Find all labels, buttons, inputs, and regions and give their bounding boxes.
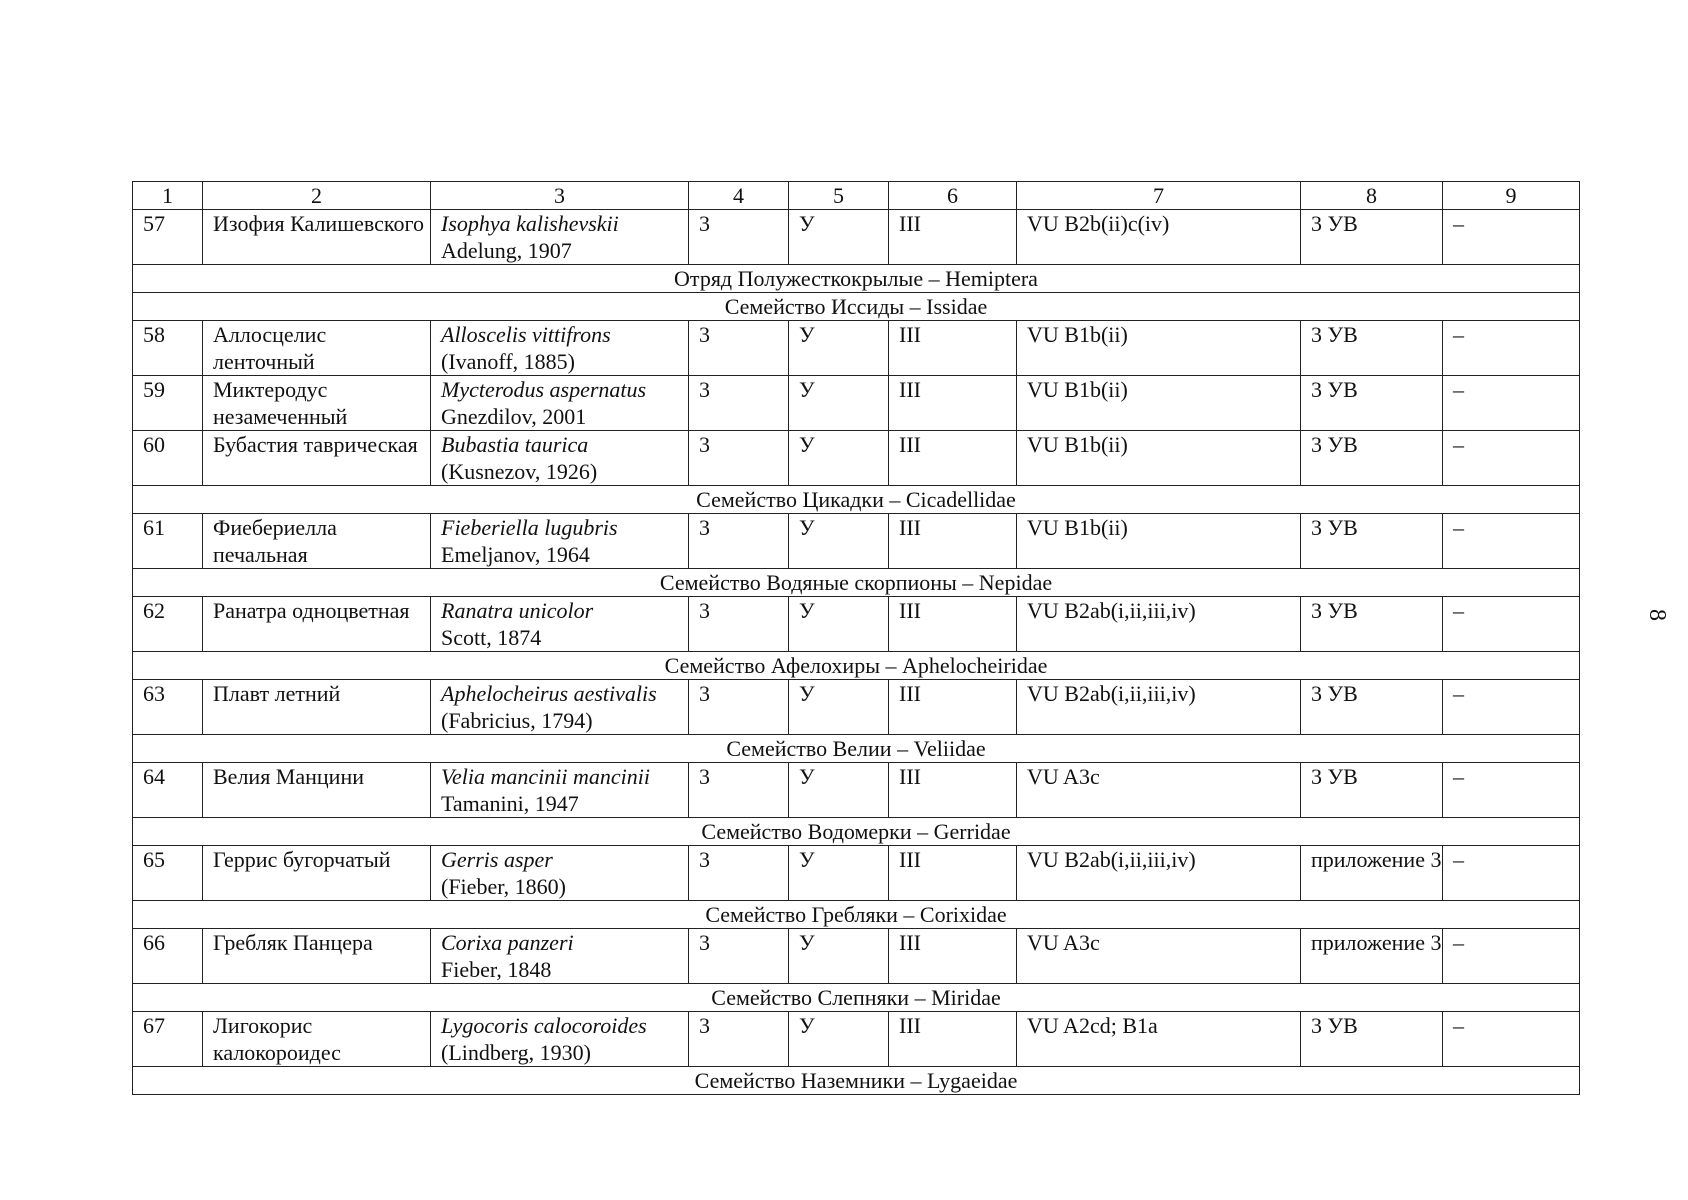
author-citation: Gnezdilov, 2001 xyxy=(441,404,587,429)
note-cell: – xyxy=(1443,929,1580,984)
latin-name: Gerris asper xyxy=(441,847,553,872)
category-cell: 3 xyxy=(689,929,789,984)
russian-name-cell: Геррис бугорчатый xyxy=(203,846,431,901)
priority-cell: III xyxy=(889,376,1017,431)
regional-status-cell: 3 УВ xyxy=(1301,321,1443,376)
section-heading: Семейство Водяные скорпионы – Nepidae xyxy=(133,569,1580,597)
row-number-cell: 58 xyxy=(133,321,203,376)
column-header: 5 xyxy=(789,182,889,210)
scientific-name-cell xyxy=(431,210,689,265)
scientific-name-cell xyxy=(431,514,689,569)
priority-cell: III xyxy=(889,929,1017,984)
latin-name: Alloscelis vittifrons xyxy=(441,322,611,347)
author-citation: (Kusnezov, 1926) xyxy=(441,459,598,484)
section-heading: Семейство Наземники – Lygaeidae xyxy=(133,1067,1580,1095)
section-heading: Семейство Афелохиры – Aphelocheiridae xyxy=(133,652,1580,680)
author-citation: (Lindberg, 1930) xyxy=(441,1040,591,1065)
latin-name: Corixa panzeri xyxy=(441,930,574,955)
column-header-row xyxy=(133,182,1580,210)
priority-cell: III xyxy=(889,1012,1017,1067)
section-heading-row xyxy=(133,265,1580,293)
section-heading: Отряд Полужесткокрылые – Hemiptera xyxy=(133,265,1580,293)
row-number-cell: 62 xyxy=(133,597,203,652)
note-cell: – xyxy=(1443,376,1580,431)
priority-cell: III xyxy=(889,321,1017,376)
scientific-name-cell xyxy=(431,597,689,652)
table-row xyxy=(133,1012,1580,1067)
iucn-criteria-cell: VU A2cd; B1a xyxy=(1017,1012,1301,1067)
latin-name: Velia mancinii mancinii xyxy=(441,764,650,789)
scientific-name-cell xyxy=(431,846,689,901)
status-cell: У xyxy=(789,680,889,735)
row-number-cell: 63 xyxy=(133,680,203,735)
category-cell: 3 xyxy=(689,846,789,901)
section-heading: Семейство Цикадки – Cicadellidae xyxy=(133,486,1580,514)
priority-cell: III xyxy=(889,597,1017,652)
note-cell: – xyxy=(1443,321,1580,376)
column-header: 4 xyxy=(689,182,789,210)
section-heading-row xyxy=(133,901,1580,929)
status-cell: У xyxy=(789,929,889,984)
table-row xyxy=(133,929,1580,984)
author-citation: Fieber, 1848 xyxy=(441,957,552,982)
iucn-criteria-cell: VU B2ab(i,ii,iii,iv) xyxy=(1017,846,1301,901)
iucn-criteria-cell: VU B2ab(i,ii,iii,iv) xyxy=(1017,597,1301,652)
category-cell: 3 xyxy=(689,597,789,652)
status-cell: У xyxy=(789,431,889,486)
russian-name-cell: Плавт летний xyxy=(203,680,431,735)
russian-name-cell: Гребляк Панцера xyxy=(203,929,431,984)
column-header: 2 xyxy=(203,182,431,210)
column-header: 6 xyxy=(889,182,1017,210)
scientific-name-cell xyxy=(431,321,689,376)
scientific-name-cell xyxy=(431,929,689,984)
regional-status-cell: приложение 3 xyxy=(1301,846,1443,901)
status-cell: У xyxy=(789,210,889,265)
note-cell: – xyxy=(1443,597,1580,652)
status-cell: У xyxy=(789,1012,889,1067)
category-cell: 3 xyxy=(689,514,789,569)
latin-name: Mycterodus aspernatus xyxy=(441,377,647,402)
table-row xyxy=(133,431,1580,486)
section-heading: Семейство Велии – Veliidae xyxy=(133,735,1580,763)
latin-name: Bubastia taurica xyxy=(441,432,589,457)
russian-name-cell: Лигокорис калокороидес xyxy=(203,1012,431,1067)
scientific-name-cell xyxy=(431,680,689,735)
iucn-criteria-cell: VU B1b(ii) xyxy=(1017,431,1301,486)
latin-name: Aphelocheirus aestivalis xyxy=(441,681,657,706)
section-heading: Семейство Водомерки – Gerridae xyxy=(133,818,1580,846)
latin-name: Fieberiella lugubris xyxy=(441,515,618,540)
status-cell: У xyxy=(789,514,889,569)
iucn-criteria-cell: VU B1b(ii) xyxy=(1017,376,1301,431)
scientific-name-cell xyxy=(431,431,689,486)
column-header: 7 xyxy=(1017,182,1301,210)
russian-name-cell: Ранатра одноцветная xyxy=(203,597,431,652)
priority-cell: III xyxy=(889,763,1017,818)
status-cell: У xyxy=(789,321,889,376)
latin-name: Isophya kalishevskii xyxy=(441,211,619,236)
category-cell: 3 xyxy=(689,431,789,486)
row-number-cell: 67 xyxy=(133,1012,203,1067)
section-heading-row xyxy=(133,818,1580,846)
priority-cell: III xyxy=(889,431,1017,486)
table-row xyxy=(133,514,1580,569)
regional-status-cell: 3 УВ xyxy=(1301,680,1443,735)
row-number-cell: 59 xyxy=(133,376,203,431)
column-header: 3 xyxy=(431,182,689,210)
iucn-criteria-cell: VU B2b(ii)c(iv) xyxy=(1017,210,1301,265)
table-row xyxy=(133,846,1580,901)
section-heading: Семейство Слепняки – Miridae xyxy=(133,984,1580,1012)
status-cell: У xyxy=(789,763,889,818)
scientific-name-cell xyxy=(431,763,689,818)
author-citation: Emeljanov, 1964 xyxy=(441,542,590,567)
status-cell: У xyxy=(789,846,889,901)
scientific-name-cell xyxy=(431,1012,689,1067)
section-heading: Семейство Иссиды – Issidae xyxy=(133,293,1580,321)
category-cell: 3 xyxy=(689,680,789,735)
category-cell: 3 xyxy=(689,321,789,376)
table-row xyxy=(133,597,1580,652)
section-heading-row xyxy=(133,652,1580,680)
category-cell: 3 xyxy=(689,376,789,431)
regional-status-cell: 3 УВ xyxy=(1301,1012,1443,1067)
russian-name-cell: Аллосцелис ленточный xyxy=(203,321,431,376)
row-number-cell: 60 xyxy=(133,431,203,486)
russian-name-cell: Фиебериелла печальная xyxy=(203,514,431,569)
section-heading-row xyxy=(133,569,1580,597)
latin-name: Lygocoris calocoroides xyxy=(441,1013,647,1038)
section-heading-row xyxy=(133,735,1580,763)
author-citation: (Fieber, 1860) xyxy=(441,874,566,899)
regional-status-cell: 3 УВ xyxy=(1301,763,1443,818)
section-heading-row xyxy=(133,486,1580,514)
author-citation: (Fabricius, 1794) xyxy=(441,708,593,733)
table-row xyxy=(133,376,1580,431)
column-header: 1 xyxy=(133,182,203,210)
latin-name: Ranatra unicolor xyxy=(441,598,594,623)
note-cell: – xyxy=(1443,210,1580,265)
table-row xyxy=(133,763,1580,818)
note-cell: – xyxy=(1443,1012,1580,1067)
table-row xyxy=(133,680,1580,735)
column-header: 8 xyxy=(1301,182,1443,210)
status-cell: У xyxy=(789,597,889,652)
table-row xyxy=(133,210,1580,265)
regional-status-cell: 3 УВ xyxy=(1301,431,1443,486)
note-cell: – xyxy=(1443,846,1580,901)
iucn-criteria-cell: VU A3c xyxy=(1017,929,1301,984)
table-body xyxy=(133,182,1580,1095)
section-heading-row xyxy=(133,984,1580,1012)
row-number-cell: 61 xyxy=(133,514,203,569)
page-number: 8 xyxy=(1644,609,1670,621)
category-cell: 3 xyxy=(689,210,789,265)
regional-status-cell: 3 УВ xyxy=(1301,597,1443,652)
table-row xyxy=(133,321,1580,376)
category-cell: 3 xyxy=(689,763,789,818)
section-heading-row xyxy=(133,1067,1580,1095)
iucn-criteria-cell: VU B1b(ii) xyxy=(1017,321,1301,376)
status-cell: У xyxy=(789,376,889,431)
iucn-criteria-cell: VU A3c xyxy=(1017,763,1301,818)
author-citation: (Ivanoff, 1885) xyxy=(441,349,575,374)
priority-cell: III xyxy=(889,210,1017,265)
author-citation: Tamanini, 1947 xyxy=(441,791,579,816)
regional-status-cell: приложение 3 xyxy=(1301,929,1443,984)
column-header: 9 xyxy=(1443,182,1580,210)
iucn-criteria-cell: VU B1b(ii) xyxy=(1017,514,1301,569)
row-number-cell: 66 xyxy=(133,929,203,984)
section-heading: Семейство Гребляки – Corixidae xyxy=(133,901,1580,929)
priority-cell: III xyxy=(889,846,1017,901)
scientific-name-cell xyxy=(431,376,689,431)
category-cell: 3 xyxy=(689,1012,789,1067)
note-cell: – xyxy=(1443,763,1580,818)
regional-status-cell: 3 УВ xyxy=(1301,514,1443,569)
russian-name-cell: Бубастия таврическая xyxy=(203,431,431,486)
regional-status-cell: 3 УВ xyxy=(1301,210,1443,265)
author-citation: Adelung, 1907 xyxy=(441,238,572,263)
iucn-criteria-cell: VU B2ab(i,ii,iii,iv) xyxy=(1017,680,1301,735)
russian-name-cell: Изофия Калишевского xyxy=(203,210,431,265)
russian-name-cell: Велия Манцини xyxy=(203,763,431,818)
row-number-cell: 57 xyxy=(133,210,203,265)
priority-cell: III xyxy=(889,514,1017,569)
note-cell: – xyxy=(1443,680,1580,735)
priority-cell: III xyxy=(889,680,1017,735)
row-number-cell: 64 xyxy=(133,763,203,818)
note-cell: – xyxy=(1443,431,1580,486)
note-cell: – xyxy=(1443,514,1580,569)
regional-status-cell: 3 УВ xyxy=(1301,376,1443,431)
section-heading-row xyxy=(133,293,1580,321)
russian-name-cell: Миктеродус незамеченный xyxy=(203,376,431,431)
author-citation: Scott, 1874 xyxy=(441,625,542,650)
row-number-cell: 65 xyxy=(133,846,203,901)
species-table xyxy=(132,181,1580,1095)
